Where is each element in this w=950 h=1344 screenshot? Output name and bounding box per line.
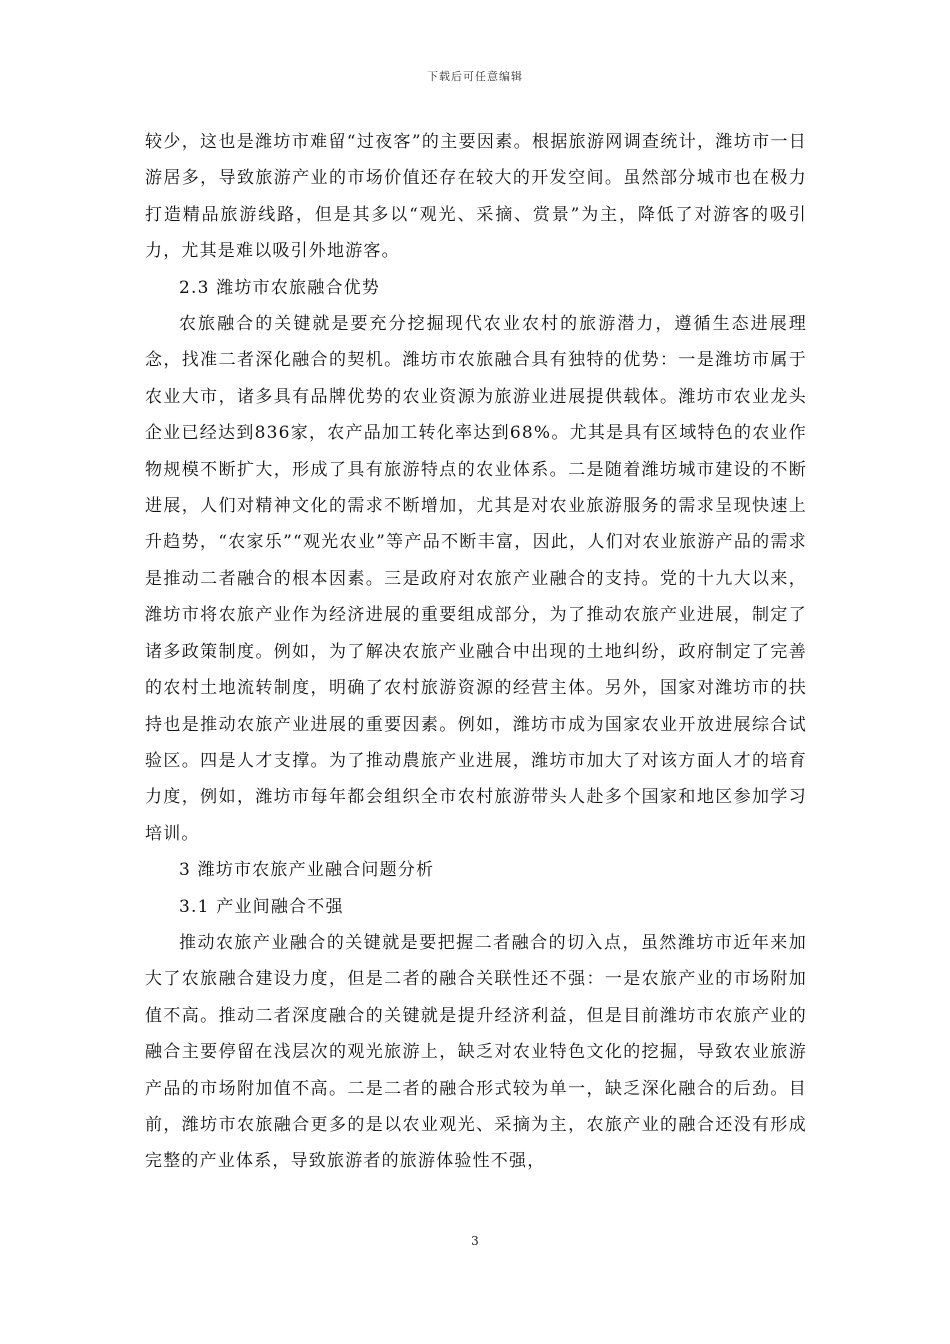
page-header-note: 下载后可任意编辑 (427, 70, 523, 83)
page-number: 3 (471, 1234, 479, 1248)
paragraph-continuation: 较少，这也是潍坊市难留“过夜客”的主要因素。根据旅游网调查统计，潍坊市一日游居多，导致旅游产业的市场价值还存在较大的开发空间。虽然部分城市也在极力打造精品旅游线路，但是其多以“观光、采摘、赏景”为主，降低了对游客的吸引力，尤其是难以吸引外地游客。 (145, 132, 807, 262)
section-heading-3: 3 潍坊市农旅产业融合问题分析 (179, 860, 435, 881)
section-heading-3-1: 3.1 产业间融合不强 (179, 896, 344, 917)
paragraph-weak-integration: 推动农旅产业融合的关键就是要把握二者融合的切入点，虽然潍坊市近年来加大了农旅融合建设力度，但是二者的融合关联性还不强：一是农旅产业的市场附加值不高。推动二者深度融合的关键就是提升经济利益，但是目前潍坊市农旅产业的融合主要停留在浅层次的观光旅游上，缺乏对农业特色文化的挖掘，导致农业旅游产品的市场附加值不高。二是二者的融合形式较为单一，缺乏深化融合的后劲。目前，潍坊市农旅融合更多的是以农业观光、采摘为主，农旅产业的融合还没有形成完整的产业体系，导致旅游者的旅游体验性不强， (145, 932, 807, 1172)
document-body (145, 124, 807, 1180)
paragraph-advantages: 农旅融合的关键就是要充分挖掘现代农业农村的旅游潜力，遵循生态进展理念，找准二者深化融合的契机。潍坊市农旅融合具有独特的优势：一是潍坊市属于农业大市，诸多具有品牌优势的农业资源为旅游业进展提供载体。潍坊市农业龙头企业已经达到836家，农产品加工转化率达到68%。尤其是具有区域特色的农业作物规模不断扩大，形成了具有旅游特点的农业体系。二是随着潍坊城市建设的不断进展，人们对精神文化的需求不断增加，尤其是对农业旅游服务的需求呈现快速上升趋势，“农家乐”“观光农业”等产品不断丰富，因此，人们对农业旅游产品的需求是推动二者融合的根本因素。三是政府对农旅产业融合的支持。党的十九大以来，潍坊市将农旅产业作为经济进展的重要组成部分，为了推动农旅产业进展，制定了诸多政策制度。例如，为了解决农旅产业融合中出现的土地纠纷，政府制定了完善的农村土地流转制度，明确了农村旅游资源的经营主体。另外，国家对潍坊市的扶持也是推动农旅产业进展的重要因素。例如，潍坊市成为国家农业开放进展综合试验区。四是人才支撑。为了推动農旅产业进展，潍坊市加大了对该方面人才的培育力度，例如，潍坊市每年都会组织全市农村旅游带头人赴多个国家和地区参加学习培训。 (145, 314, 807, 844)
section-heading-2-3: 2.3 潍坊市农旅融合优势 (179, 277, 381, 298)
